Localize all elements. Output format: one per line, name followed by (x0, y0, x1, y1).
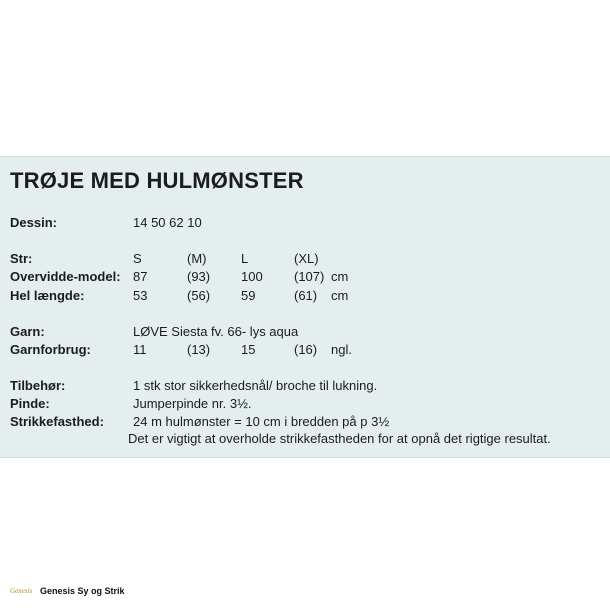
length-xl: (61) (294, 288, 318, 303)
needles-label: Pinde: (10, 396, 50, 411)
gauge-note: Det er vigtigt at overholde strikkefastheden for at opnå det rigtige resultat. (128, 431, 551, 446)
needles-row (0, 395, 610, 413)
yarn-usage-row (0, 341, 610, 359)
needles-value: Jumperpinde nr. 3½. (133, 396, 252, 411)
yarn-usage-unit: ngl. (331, 342, 352, 357)
gauge-label: Strikkefasthed: (10, 414, 104, 429)
length-l: 59 (241, 288, 256, 303)
yarn-usage-l: 15 (241, 342, 256, 357)
yarn-usage-m: (13) (187, 342, 211, 357)
length-s: 53 (133, 288, 148, 303)
yarn-usage-label: Garnforbrug: (10, 342, 91, 357)
gauge-row (0, 413, 610, 431)
yarn-row (0, 323, 610, 341)
yarn-usage-s: 11 (133, 342, 147, 357)
size-xl: (XL) (294, 251, 319, 266)
accessories-row (0, 377, 610, 395)
accessories-label: Tilbehør: (10, 378, 66, 393)
length-m: (56) (187, 288, 211, 303)
yarn-value: LØVE Siesta fv. 66- lys aqua (133, 324, 299, 339)
size-l: L (241, 251, 249, 266)
dessin-value: 14 50 62 10 (133, 215, 202, 230)
chest-l: 100 (241, 269, 263, 284)
chest-label: Overvidde-model: (10, 269, 121, 284)
chest-m: (93) (187, 269, 211, 284)
yarn-label: Garn: (10, 324, 45, 339)
chest-s: 87 (133, 269, 148, 284)
size-m: (M) (187, 251, 207, 266)
length-unit: cm (331, 288, 349, 303)
sizes-row (0, 250, 610, 268)
dessin-row (0, 214, 610, 232)
chest-unit: cm (331, 269, 349, 284)
accessories-value: 1 stk stor sikkerhedsnål/ broche til lukning. (133, 378, 378, 393)
yarn-usage-xl: (16) (294, 342, 318, 357)
chest-row (0, 268, 610, 286)
pattern-title: TRØJE MED HULMØNSTER (10, 168, 304, 193)
length-row (0, 287, 610, 305)
brand-name: Genesis Sy og Strik (40, 586, 125, 596)
chest-xl: (107) (294, 269, 325, 284)
gauge-value: 24 m hulmønster = 10 cm i bredden på p 3½ (133, 414, 390, 429)
length-label: Hel længde: (10, 288, 85, 303)
dessin-label: Dessin: (10, 215, 57, 230)
size-s: S (133, 251, 142, 266)
sizes-label: Str: (10, 251, 33, 266)
genesis-logo: Genesis (10, 587, 33, 595)
